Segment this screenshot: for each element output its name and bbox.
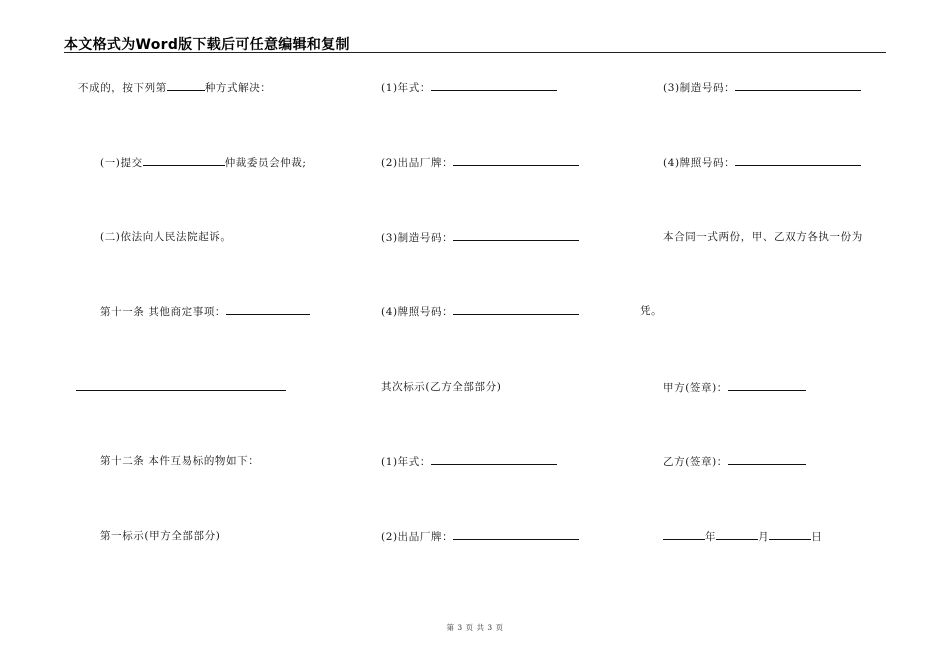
party-a-brand-blank[interactable] [453, 155, 579, 166]
day-blank[interactable] [769, 529, 811, 540]
day-label: 日 [811, 531, 823, 543]
party-b-serial-label: (3)制造号码： [663, 82, 736, 94]
party-a-serial-blank[interactable] [453, 230, 579, 241]
copies-clause-line: 本合同一式两份，甲、乙双方各执一份为 [663, 231, 863, 243]
dispute-resolution-text-after: 种方式解决： [204, 82, 272, 94]
party-b-year-blank[interactable] [431, 454, 557, 465]
party-b-brand-line [381, 529, 579, 544]
other-matters-blank[interactable] [226, 304, 310, 315]
party-b-signature-label: 乙方(签章)： [663, 456, 728, 468]
party-b-serial-line [663, 80, 861, 95]
year-blank[interactable] [663, 529, 705, 540]
first-item-party-a-heading: 第一标示(甲方全部部分) [100, 530, 221, 542]
party-b-plate-label: (4)牌照号码： [663, 157, 736, 169]
party-a-year-blank[interactable] [431, 80, 557, 91]
date-line [663, 529, 822, 544]
article-twelve-line: 第十二条 本件互易标的物如下： [100, 455, 260, 467]
dispute-resolution-line [78, 80, 271, 95]
arbitration-text-before: (一)提交 [100, 157, 143, 169]
other-matters-label: 第十一条 其他商定事项： [100, 306, 227, 318]
party-a-signature-label: 甲方(签章)： [663, 382, 728, 394]
dispute-resolution-text-before: 不成的，按下列第 [78, 82, 167, 94]
party-a-brand-line [381, 155, 579, 170]
other-matters-line [100, 304, 310, 319]
party-b-brand-blank[interactable] [453, 529, 579, 540]
copies-clause-continuation: 凭。 [640, 305, 663, 317]
method-number-blank[interactable] [167, 80, 205, 91]
party-b-serial-blank[interactable] [735, 80, 861, 91]
arbitration-text-after: 仲裁委员会仲裁; [224, 157, 307, 169]
party-b-signature-line [663, 454, 806, 469]
party-a-signature-blank[interactable] [728, 380, 806, 391]
arbitration-line [100, 155, 307, 170]
page-header-title: 本文格式为Word版下载后可任意编辑和复制 [64, 37, 350, 53]
page-number-footer: 第 3 页 共 3 页 [446, 623, 504, 632]
party-b-plate-line [663, 155, 861, 170]
party-a-serial-line [381, 230, 579, 245]
party-a-plate-label: (4)牌照号码： [381, 306, 454, 318]
other-matters-continuation-blank[interactable] [76, 380, 286, 391]
lawsuit-line: (二)依法向人民法院起诉。 [100, 231, 232, 243]
month-blank[interactable] [716, 529, 758, 540]
party-a-plate-line [381, 304, 579, 319]
year-label: 年 [705, 531, 717, 543]
month-label: 月 [758, 531, 770, 543]
party-a-brand-label: (2)出品厂牌： [381, 157, 454, 169]
arbitration-committee-blank[interactable] [143, 155, 225, 166]
party-b-signature-blank[interactable] [728, 454, 806, 465]
party-b-year-label: (1)年式： [381, 456, 431, 468]
party-a-serial-label: (3)制造号码： [381, 232, 454, 244]
party-a-signature-line [663, 380, 806, 395]
party-a-year-label: (1)年式： [381, 82, 431, 94]
party-a-plate-blank[interactable] [453, 304, 579, 315]
other-matters-continuation-line [76, 380, 286, 395]
second-item-party-b-heading: 其次标示(乙方全部部分) [381, 381, 502, 393]
party-b-brand-label: (2)出品厂牌： [381, 531, 454, 543]
header-divider [64, 52, 886, 53]
party-b-plate-blank[interactable] [735, 155, 861, 166]
party-a-year-line [381, 80, 557, 95]
party-b-year-line [381, 454, 557, 469]
